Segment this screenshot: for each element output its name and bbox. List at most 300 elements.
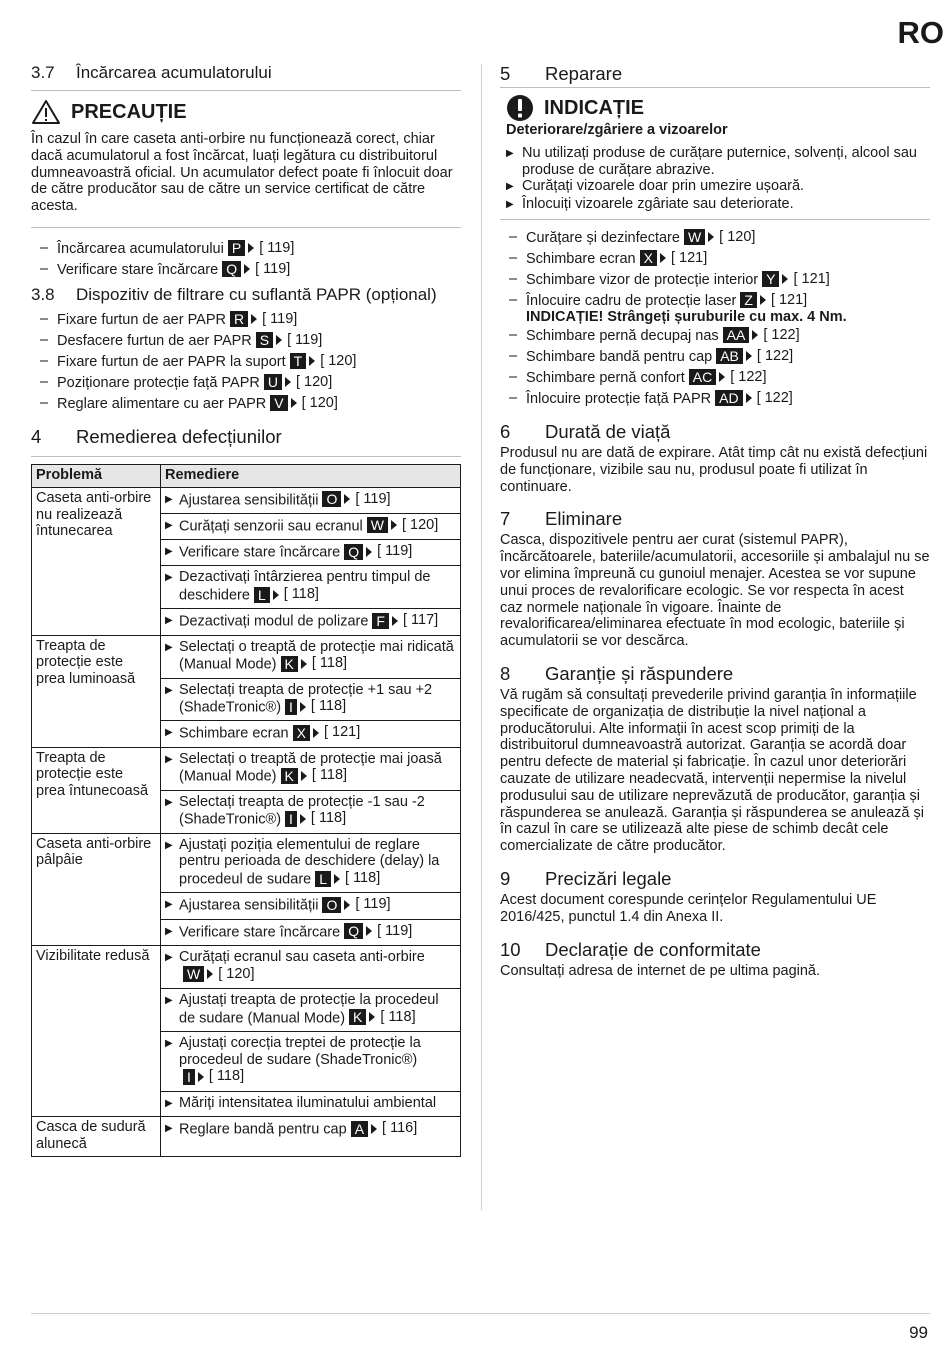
- arrow-right-icon: [248, 243, 254, 253]
- figure-badge: O: [322, 897, 341, 913]
- fix-text: Verificare stare încărcare: [179, 924, 341, 940]
- page-reference: [ 118]: [283, 586, 319, 603]
- figure-badge: I: [285, 699, 297, 715]
- cross-reference[interactable]: [736, 290, 807, 310]
- fix-text: Ajustați poziția elementului de reglare pentru perioada de deschidere (delay) la procedeul de sudare: [179, 836, 440, 888]
- list-item: [500, 346, 930, 367]
- list-item-content: [57, 393, 461, 414]
- page-reference: [ 118]: [311, 655, 348, 672]
- bullet-marker: ▶: [165, 641, 173, 653]
- bullet-marker: ▶: [165, 839, 173, 851]
- problem-cell: Vizibilitate redusă: [32, 945, 161, 1117]
- section-6-text: Produsul nu are dată de expirare. Atât timp cât nu există defecțiuni de funcționare, vizibile sau nu, produsul poate fi utilizat în continuare.: [500, 444, 928, 495]
- list-item-text: Înlocuire cadru de protecție laser: [526, 292, 737, 309]
- bullet-marker: ▶: [165, 899, 173, 911]
- list-item-text: Fixare furtun de aer PAPR: [57, 311, 226, 328]
- cross-reference[interactable]: [340, 923, 412, 940]
- section-10-text: Consultați adresa de internet de pe ultima pagină.: [500, 962, 821, 979]
- fix-cell: [161, 1031, 461, 1091]
- cross-reference[interactable]: [345, 1009, 416, 1026]
- page-reference: [ 118]: [310, 698, 347, 715]
- figure-badge: T: [290, 353, 307, 369]
- fix-cell: [161, 919, 461, 945]
- problem-cell: Casca de sudură alunecă: [32, 1117, 161, 1157]
- cross-reference[interactable]: [368, 612, 438, 629]
- fix-cell: [161, 833, 461, 893]
- section-number: 5: [500, 63, 511, 84]
- figure-badge: Z: [740, 292, 757, 308]
- fix-cell: [161, 721, 461, 747]
- precaution-label: PRECAUȚIE: [71, 101, 187, 123]
- cross-reference[interactable]: [179, 966, 255, 983]
- section-title: Garanție și răspundere: [545, 662, 734, 684]
- list-item-note: INDICAȚIE! Strângeți șuruburile cu max. 4 Nm.: [526, 308, 847, 325]
- page-reference: [ 119]: [377, 922, 413, 939]
- dash-marker: –: [509, 347, 518, 364]
- figure-badge: AC: [689, 369, 716, 385]
- list-item: [500, 325, 930, 346]
- list-item-content: [57, 330, 461, 351]
- bullet-marker: ▶: [506, 199, 514, 211]
- notice-label: INDICAȚIE: [544, 97, 644, 119]
- list-item-text: Înlocuire protecție față PAPR: [526, 390, 712, 407]
- bullet-marker: ▶: [165, 546, 173, 558]
- column-divider: [481, 64, 482, 1210]
- list-item: [500, 248, 930, 269]
- section-3-8-heading: [31, 284, 461, 305]
- fix-cell: [161, 678, 461, 721]
- figure-badge: Y: [762, 271, 779, 287]
- fix-content: [179, 1035, 456, 1087]
- cross-reference[interactable]: [712, 346, 793, 366]
- dash-marker: –: [40, 260, 49, 277]
- section-5-list: [500, 227, 930, 409]
- cross-reference[interactable]: [340, 543, 412, 560]
- list-item-text: Curățare și dezinfectare: [526, 229, 680, 246]
- cross-reference[interactable]: [277, 655, 348, 672]
- notice-bullet-item: [506, 196, 930, 214]
- arrow-right-icon: [746, 351, 752, 361]
- section-7-heading: [500, 508, 930, 530]
- section-8-text: Vă rugăm să consultați prevederile privind garanția în informațiile specificate de organizația de distribuție la nivel național a producătorului. Alte informații în acest scop primiți de la distribuitorul dumneavoastră autorizat. Garanția se acordă doar pentru defecte de material și fabricație. În cazul unor deteriorări cauzate de utilizare neadecvată, intervenții nepermise la nivelul produsului sau de utilizare neprevăzută de producător, garanția și răspunderea se anulează. Garanția și răspunderea se anulează și în cazul în care se utilizează alte piese de schimb decât cele comercializate de către producător.: [500, 686, 924, 855]
- notice-bullet-item: [506, 178, 930, 196]
- list-item: [500, 227, 930, 248]
- section-title: Dispozitiv de filtrare cu suflantă PAPR (opțional): [76, 284, 437, 304]
- bullet-marker: ▶: [165, 519, 173, 531]
- section-number: 9: [500, 867, 511, 889]
- dash-marker: –: [40, 331, 49, 348]
- cross-reference[interactable]: [289, 724, 361, 741]
- page-reference: [ 120]: [719, 228, 756, 245]
- dash-marker: –: [40, 239, 49, 256]
- bullet-marker: ▶: [165, 1037, 173, 1049]
- arrow-right-icon: [244, 264, 250, 274]
- arrow-right-icon: [300, 814, 306, 824]
- fix-item: [165, 724, 456, 742]
- dash-marker: –: [509, 368, 518, 385]
- cross-reference[interactable]: [347, 1120, 418, 1137]
- cross-reference[interactable]: [252, 330, 323, 350]
- fix-content: [179, 682, 456, 717]
- figure-badge: I: [183, 1069, 195, 1085]
- page-reference: [ 121]: [670, 249, 708, 266]
- list-item-content: [57, 259, 461, 280]
- section-3-8-list: [31, 309, 461, 414]
- fix-text: Ajustați treapta de protecție la procedeul de sudare (Manual Mode): [179, 991, 439, 1026]
- section-title: Precizări legale: [545, 867, 672, 889]
- figure-badge: AD: [715, 390, 742, 406]
- fix-text: Selectați treapta de protecție +1 sau +2 (ShadeTronic®): [179, 681, 433, 716]
- exclamation-icon: [506, 94, 534, 122]
- cross-reference[interactable]: [636, 248, 708, 268]
- cross-reference[interactable]: [260, 372, 332, 392]
- column-header-fix: Remediere: [161, 464, 461, 487]
- cross-reference[interactable]: [680, 227, 756, 247]
- page-reference: [ 120]: [301, 394, 338, 411]
- list-item-text: Schimbare pernă confort: [526, 369, 685, 386]
- section-9-heading: [500, 868, 930, 890]
- arrow-right-icon: [369, 1012, 375, 1022]
- list-item-content: [526, 367, 930, 388]
- cross-reference[interactable]: [226, 309, 297, 329]
- arrow-right-icon: [391, 520, 397, 530]
- list-item: [31, 372, 461, 393]
- left-column: [31, 62, 461, 1157]
- cross-reference[interactable]: [281, 698, 346, 715]
- page-reference: [ 122]: [756, 347, 794, 364]
- arrow-right-icon: [313, 728, 319, 738]
- list-item-content: [526, 346, 930, 367]
- cross-reference[interactable]: [224, 238, 295, 258]
- footer-rule: [31, 1313, 930, 1314]
- list-item: [31, 393, 461, 414]
- page-reference: [ 120]: [218, 965, 255, 982]
- fix-content: [179, 612, 456, 630]
- fix-content: [179, 491, 456, 509]
- section-3-7-heading: [31, 62, 461, 84]
- list-item: [500, 388, 930, 409]
- figure-badge: P: [228, 240, 245, 256]
- list-item-content: [526, 388, 930, 409]
- bullet-marker: ▶: [165, 615, 173, 627]
- section-title: Declarație de conformitate: [545, 938, 761, 960]
- bullet-marker: ▶: [165, 1123, 173, 1135]
- arrow-right-icon: [276, 335, 282, 345]
- list-item-content: [57, 351, 461, 372]
- bullet-marker: ▶: [165, 493, 173, 505]
- figure-badge: K: [281, 768, 298, 784]
- section-10-heading: [500, 939, 930, 961]
- list-item: [500, 269, 930, 290]
- list-item: [31, 351, 461, 372]
- figure-badge: W: [367, 517, 388, 533]
- dash-marker: –: [40, 310, 49, 327]
- bullet-marker: ▶: [165, 572, 173, 584]
- fix-text: Curățați senzorii sau ecranul: [179, 518, 363, 535]
- page-reference: [ 119]: [287, 331, 323, 348]
- dash-marker: –: [40, 373, 49, 390]
- cross-reference[interactable]: [719, 325, 800, 345]
- fix-text: Selectați o treaptă de protecție mai joasă (Manual Mode): [179, 750, 442, 785]
- page-reference: [ 122]: [756, 389, 793, 406]
- fix-cell: [161, 513, 461, 539]
- list-item-text: Schimbare ecran: [526, 250, 636, 267]
- fix-item: [165, 1035, 456, 1087]
- fix-cell: [161, 635, 461, 678]
- page-reference: [ 119]: [355, 490, 391, 507]
- arrow-right-icon: [344, 900, 350, 910]
- fix-cell: [161, 747, 461, 790]
- arrow-right-icon: [334, 874, 340, 884]
- arrow-right-icon: [198, 1072, 204, 1082]
- page-reference: [ 119]: [255, 260, 291, 277]
- arrow-right-icon: [285, 377, 291, 387]
- figure-badge: I: [285, 811, 297, 827]
- figure-badge: K: [281, 656, 298, 672]
- figure-badge: Q: [344, 923, 363, 939]
- list-item-text: Verificare stare încărcare: [57, 261, 219, 278]
- list-item-content: [526, 269, 930, 290]
- page-reference: [ 119]: [355, 896, 391, 913]
- fix-content: [179, 949, 456, 984]
- fix-content: [179, 1120, 456, 1138]
- section-number: 10: [500, 938, 521, 960]
- notice-bullet-text: Nu utilizați produse de curățare puternice, solvenți, alcool sau produse de curățare abrazive.: [522, 144, 917, 178]
- fix-item: [165, 569, 456, 604]
- bullet-marker: ▶: [165, 727, 173, 739]
- fix-content: [179, 923, 456, 941]
- cross-reference[interactable]: [685, 367, 767, 387]
- arrow-right-icon: [760, 295, 766, 305]
- cross-reference[interactable]: [218, 259, 290, 279]
- arrow-right-icon: [309, 356, 315, 366]
- precaution-text: În cazul în care caseta anti-orbire nu funcționează corect, chiar dacă acumulatorul a fost încărcat, luați legătura cu distribuitorul dumneavoastră oficial. Un acumulator defect poate fi înlocuit doar de către producător sau de către un service certificat de către acesta.: [31, 131, 453, 215]
- page-reference: [ 120]: [295, 373, 333, 390]
- list-item-text: Schimbare vizor de protecție interior: [526, 271, 759, 288]
- section-6-heading: [500, 421, 930, 443]
- section-9-text: Acest document corespunde cerințelor Regulamentului UE 2016/425, punctul 1.4 din Anexa II.: [500, 891, 877, 925]
- bullet-marker: ▶: [506, 147, 514, 159]
- cross-reference[interactable]: [250, 586, 319, 603]
- arrow-right-icon: [752, 330, 758, 340]
- section-number: 3.8: [31, 284, 55, 304]
- arrow-right-icon: [300, 702, 306, 712]
- fix-cell: [161, 1091, 461, 1117]
- dash-marker: –: [509, 326, 518, 343]
- cross-reference[interactable]: [318, 491, 390, 508]
- page-reference: [ 119]: [377, 543, 413, 560]
- notice-bullet-text: Înlocuiți vizoarele zgâriate sau deteriorate.: [522, 196, 794, 213]
- fix-cell: [161, 487, 461, 513]
- page-reference: [ 120]: [401, 516, 439, 533]
- dash-marker: –: [40, 394, 49, 411]
- fix-item: [165, 682, 456, 717]
- page-reference: [ 117]: [402, 612, 439, 629]
- cross-reference[interactable]: [266, 393, 338, 413]
- notice-box: [500, 94, 930, 214]
- section-4-heading: [31, 426, 461, 448]
- problem-cell: Treapta de protecție este prea întunecoasă: [32, 747, 161, 833]
- cross-reference[interactable]: [311, 870, 380, 887]
- notice-subtitle: Deteriorare/zgâriere a vizoarelor: [506, 122, 728, 138]
- section-title: Eliminare: [545, 508, 623, 530]
- fix-content: [179, 639, 456, 674]
- cross-reference[interactable]: [286, 351, 357, 371]
- page-reference: [ 122]: [730, 368, 767, 385]
- fix-content: [179, 724, 456, 742]
- fix-text: Verificare stare încărcare: [179, 544, 341, 561]
- figure-badge: Q: [222, 261, 241, 277]
- list-item-text: Schimbare bandă pentru cap: [526, 348, 713, 365]
- figure-badge: A: [351, 1121, 368, 1137]
- notice-bullets: [506, 145, 930, 214]
- fix-text: Schimbare ecran: [179, 725, 289, 742]
- section-5-heading: [500, 63, 930, 85]
- figure-badge: O: [322, 491, 341, 507]
- cross-reference[interactable]: [277, 767, 348, 784]
- fix-content: [179, 569, 456, 604]
- table-row: [32, 1117, 461, 1157]
- fix-item: [165, 517, 456, 535]
- list-item: [31, 309, 461, 330]
- fix-text: Dezactivați modul de polizare: [179, 613, 369, 630]
- figure-badge: S: [256, 332, 273, 348]
- fix-content: [179, 751, 456, 786]
- list-item: [31, 259, 461, 280]
- figure-badge: Q: [344, 544, 363, 560]
- precaution-box: [31, 99, 461, 215]
- cross-reference[interactable]: [318, 896, 390, 913]
- figure-badge: L: [315, 871, 331, 887]
- fix-content: [179, 1095, 456, 1113]
- figure-badge: AA: [723, 327, 750, 343]
- cross-reference[interactable]: [281, 810, 346, 827]
- divider: [500, 219, 930, 220]
- arrow-right-icon: [251, 314, 257, 324]
- bullet-marker: ▶: [165, 994, 173, 1006]
- divider: [31, 227, 461, 228]
- fix-item: [165, 923, 456, 941]
- divider: [31, 90, 461, 91]
- fix-cell: [161, 945, 461, 988]
- fix-text: Selectați treapta de protecție -1 sau -2 (ShadeTronic®): [179, 793, 425, 828]
- fix-item: [165, 543, 456, 561]
- arrow-right-icon: [660, 253, 666, 263]
- list-item-content: [526, 248, 930, 269]
- troubleshooting-table: [31, 464, 461, 1157]
- cross-reference[interactable]: [758, 269, 830, 289]
- bullet-marker: ▶: [165, 796, 173, 808]
- divider: [500, 87, 930, 88]
- list-item: [31, 238, 461, 259]
- warning-triangle-icon: [31, 99, 61, 125]
- table-header-row: [32, 464, 461, 487]
- page-reference: [ 118]: [345, 870, 381, 887]
- fix-cell: [161, 893, 461, 919]
- cross-reference[interactable]: [363, 517, 439, 534]
- fix-cell: [161, 1117, 461, 1157]
- page-number: 99: [909, 1323, 928, 1342]
- fix-item: [165, 491, 456, 509]
- notice-title: [506, 94, 930, 122]
- fix-item: [165, 837, 456, 889]
- cross-reference[interactable]: [179, 1068, 244, 1085]
- arrow-right-icon: [708, 232, 714, 242]
- fix-content: [179, 896, 456, 914]
- page-reference: [ 118]: [208, 1068, 245, 1085]
- fix-content: [179, 543, 456, 561]
- column-header-problem: Problemă: [32, 464, 161, 487]
- arrow-right-icon: [366, 926, 372, 936]
- figure-badge: V: [270, 395, 287, 411]
- list-item-content: [57, 372, 461, 393]
- fix-text: Ajustați corecția treptei de protecție la procedeul de sudare (ShadeTronic®): [179, 1034, 421, 1068]
- fix-cell: [161, 609, 461, 635]
- problem-cell: Caseta anti-orbire pâlpâie: [32, 833, 161, 945]
- fix-cell: [161, 790, 461, 833]
- fix-text: Ajustarea sensibilității: [179, 897, 319, 914]
- fix-item: [165, 794, 456, 829]
- list-item: [500, 367, 930, 388]
- page-reference: [ 121]: [770, 291, 808, 308]
- figure-badge: X: [640, 250, 657, 266]
- list-item-text: Fixare furtun de aer PAPR la suport: [57, 353, 286, 370]
- arrow-right-icon: [719, 372, 725, 382]
- list-item: [31, 330, 461, 351]
- arrow-right-icon: [291, 398, 297, 408]
- section-number: 8: [500, 662, 511, 684]
- arrow-right-icon: [301, 659, 307, 669]
- fix-text: Curățați ecranul sau caseta anti-orbire: [179, 948, 425, 965]
- problem-cell: Caseta anti-orbire nu realizează întunecarea: [32, 487, 161, 635]
- divider: [31, 456, 461, 457]
- fix-content: [179, 992, 456, 1027]
- dash-marker: –: [509, 228, 518, 245]
- table-row: [32, 833, 461, 893]
- fix-text: Ajustarea sensibilității: [179, 492, 319, 509]
- page-reference: [ 118]: [311, 767, 348, 784]
- section-3-7-list: [31, 238, 461, 280]
- fix-item: [165, 949, 456, 984]
- figure-badge: W: [684, 229, 705, 245]
- fix-text: Selectați o treaptă de protecție mai ridicată (Manual Mode): [179, 638, 454, 673]
- section-number: 7: [500, 508, 511, 530]
- section-8-heading: [500, 663, 930, 685]
- arrow-right-icon: [746, 393, 752, 403]
- arrow-right-icon: [273, 590, 279, 600]
- arrow-right-icon: [392, 616, 398, 626]
- dash-marker: –: [509, 389, 518, 406]
- arrow-right-icon: [301, 771, 307, 781]
- table-row: [32, 945, 461, 988]
- fix-item: [165, 639, 456, 674]
- fix-item: [165, 1120, 456, 1138]
- figure-badge: L: [254, 587, 270, 603]
- problem-cell: Treapta de protecție este prea luminoasă: [32, 635, 161, 747]
- page-reference: [ 119]: [259, 239, 295, 256]
- arrow-right-icon: [371, 1124, 377, 1134]
- fix-text: Măriți intensitatea iluminatului ambiental: [179, 1094, 437, 1111]
- arrow-right-icon: [366, 547, 372, 557]
- page-reference: [ 116]: [382, 1120, 418, 1137]
- section-title: Reparare: [545, 63, 623, 84]
- cross-reference[interactable]: [711, 388, 793, 408]
- section-title: Încărcarea acumulatorului: [76, 63, 272, 82]
- list-item-text: Poziționare protecție față PAPR: [57, 374, 260, 391]
- dash-marker: –: [509, 270, 518, 287]
- arrow-right-icon: [344, 494, 350, 504]
- fix-cell: [161, 540, 461, 566]
